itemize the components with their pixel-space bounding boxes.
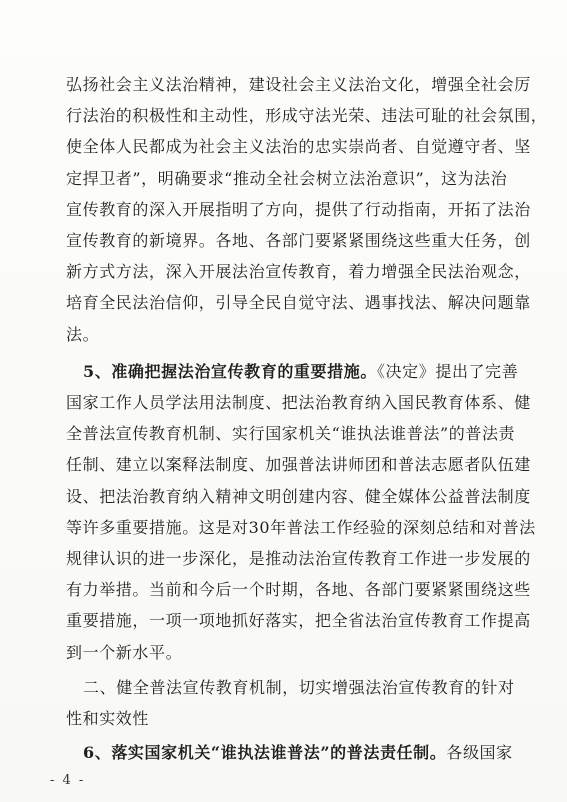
paragraph-2-line-10: 到一个新水平。 [66, 643, 183, 662]
paragraph-2-lead-bold: 5、准确把握法治宣传教育的重要措施。 [83, 362, 377, 381]
paragraph-1-line-6: 宣传教育的新境界。各地、各部门要紧紧围绕这些重大任务，创 [66, 231, 531, 250]
page-number: - 4 - [50, 773, 86, 788]
paragraph-1-line-7: 新方式方法，深入开展法治宣传教育，着力增强全民法治观念， [66, 262, 531, 281]
paragraph-2-line-4: 任制、建立以案释法制度、加强普法讲师团和普法志愿者队伍建 [66, 455, 531, 474]
paragraph-2-lead-rest: 《决定》提出了完善 [376, 362, 519, 381]
paragraph-1-line-9: 法。 [66, 325, 100, 344]
paragraph-1-line-3: 使全体人民都成为社会主义法治的忠实崇尚者、自觉遵守者、坚 [66, 137, 531, 156]
paragraph-3-line-1 [83, 738, 513, 768]
paragraph-1-line-8: 培育全民法治信仰，引导全民自觉守法、遇事找法、解决问题靠 [66, 293, 531, 312]
paragraph-1-line-5: 宣传教育的深入开展指明了方向，提供了行动指南，开拓了法治 [66, 200, 531, 219]
paragraph-2-line-8: 有力举措。当前和今后一个时期，各地、各部门要紧紧围绕这些 [66, 580, 531, 599]
paragraph-2-line-1 [83, 357, 518, 387]
paragraph-3-lead-rest: 各级国家 [446, 743, 513, 762]
paragraph-2-line-7: 规律认识的进一步深化，是推动法治宣传教育工作进一步发展的 [66, 549, 531, 568]
paragraph-1-line-4: 定捍卫者”，明确要求“推动全社会树立法治意识”，这为法治 [66, 169, 508, 188]
paragraph-1-line-1: 弘扬社会主义法治精神，建设社会主义法治文化，增强全社会厉 [66, 75, 531, 94]
paragraph-2-line-9: 重要措施，一项一项地抓好落实，把全省法治宣传教育工作提高 [66, 611, 531, 630]
paragraph-2-line-2: 国家工作人员学法用法制度、把法治教育纳入国民教育体系、健 [66, 393, 531, 412]
paragraph-2-line-5: 设、把法治教育纳入精神文明创建内容、健全媒体公益普法制度 [66, 487, 531, 506]
section-heading-line-1: 二、健全普法宣传教育机制，切实增强法治宣传教育的针对 [83, 678, 515, 697]
paragraph-2-line-3: 全普法宣传教育机制、实行国家机关“谁执法谁普法”的普法责 [66, 424, 516, 443]
paragraph-3-lead-bold: 6、落实国家机关“谁执法谁普法”的普法责任制。 [83, 743, 447, 762]
paragraph-2-line-6: 等许多重要措施。这是对30年普法工作经验的深刻总结和对普法 [66, 518, 536, 537]
paragraph-1-line-2: 行法治的积极性和主动性，形成守法光荣、违法可耻的社会氛围， [66, 106, 548, 125]
section-heading-line-2: 性和实效性 [66, 709, 150, 728]
